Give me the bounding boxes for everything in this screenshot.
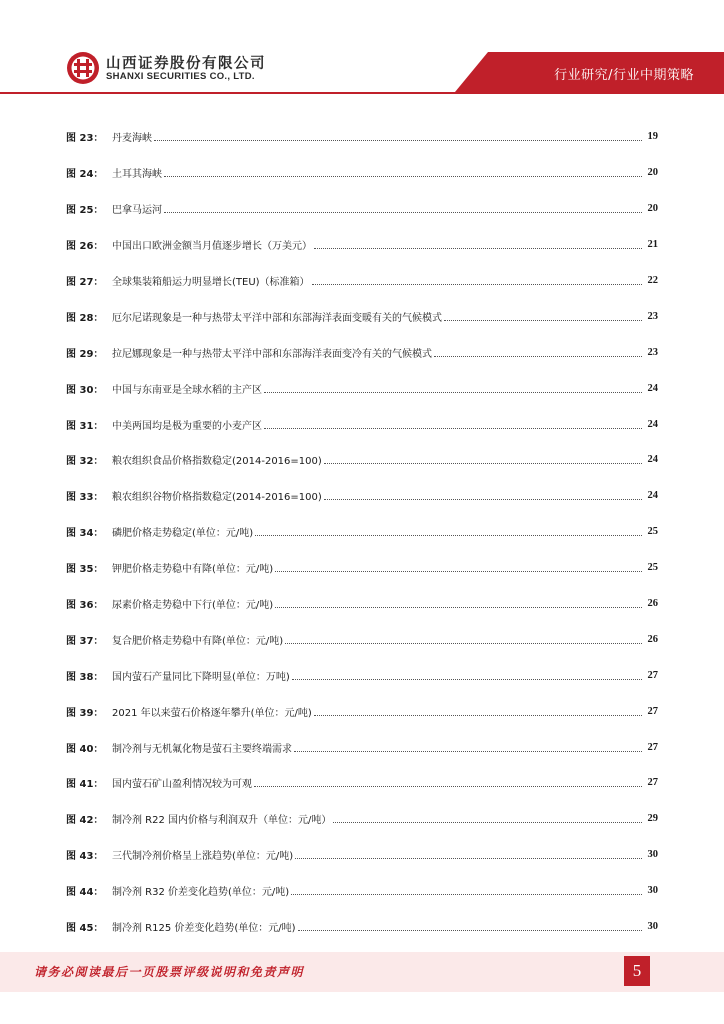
figure-label: 图 35： — [66, 564, 104, 576]
company-logo-icon — [66, 51, 100, 85]
toc-entry[interactable] — [66, 550, 658, 586]
toc-entry[interactable] — [66, 370, 658, 406]
page-footer — [0, 952, 724, 992]
figure-title[interactable]: 巴拿马运河 — [112, 205, 162, 217]
dot-leader — [324, 463, 642, 464]
page-ref[interactable]: 27 — [647, 669, 658, 681]
dot-leader — [324, 499, 642, 500]
dot-leader — [254, 786, 642, 787]
disclaimer-notice: 请务必阅读最后一页股票评级说明和免责声明 — [34, 965, 305, 979]
page-ref[interactable]: 24 — [647, 490, 658, 502]
page-ref[interactable]: 30 — [647, 921, 658, 933]
figure-label: 图 34： — [66, 528, 104, 540]
report-type: 行业研究/行业中期策略 — [554, 68, 694, 83]
figure-title[interactable]: 丹麦海峡 — [112, 133, 152, 145]
toc-entry[interactable] — [66, 478, 658, 514]
toc-entry[interactable] — [66, 873, 658, 909]
dot-leader — [294, 751, 642, 752]
figure-title[interactable]: 国内萤石产量同比下降明显(单位：万吨) — [112, 671, 290, 683]
figure-label: 图 43： — [66, 851, 104, 863]
figure-label: 图 38： — [66, 671, 104, 683]
toc-entry[interactable] — [66, 693, 658, 729]
figure-title[interactable]: 厄尔尼诺现象是一种与热带太平洋中部和东部海洋表面变暖有关的气候模式 — [112, 312, 442, 324]
figure-label: 图 32： — [66, 456, 104, 468]
figure-label: 图 33： — [66, 492, 104, 504]
toc-entry[interactable] — [66, 801, 658, 837]
figure-label: 图 40： — [66, 743, 104, 755]
dot-leader — [154, 140, 642, 141]
page-ref[interactable]: 26 — [647, 633, 658, 645]
figure-label: 图 42： — [66, 815, 104, 827]
toc-entry[interactable] — [66, 191, 658, 227]
figure-title[interactable]: 制冷剂 R22 国内价格与利润双升（单位：元/吨） — [112, 815, 332, 827]
page-number: 5 — [624, 956, 650, 986]
toc-entry[interactable] — [66, 119, 658, 155]
dot-leader — [333, 822, 642, 823]
figure-title[interactable]: 2021 年以来萤石价格逐年攀升(单位：元/吨) — [112, 707, 312, 719]
figure-label: 图 28： — [66, 312, 104, 324]
figure-title[interactable]: 全球集装箱船运力明显增长(TEU)（标准箱） — [112, 277, 310, 288]
toc-entry[interactable] — [66, 334, 658, 370]
figure-label: 图 29： — [66, 348, 104, 360]
figure-label: 图 24： — [66, 169, 104, 181]
dot-leader — [264, 428, 642, 429]
dot-leader — [275, 571, 642, 572]
dot-leader — [295, 858, 642, 859]
company-name-cn: 山西证券股份有限公司 — [106, 56, 266, 72]
dot-leader — [312, 284, 642, 285]
figure-title[interactable]: 钾肥价格走势稳中有降(单位：元/吨) — [112, 564, 274, 576]
page-ref[interactable]: 30 — [647, 849, 658, 861]
dot-leader — [164, 176, 642, 177]
figure-label: 图 27： — [66, 277, 104, 288]
figure-label: 图 44： — [66, 887, 104, 899]
page-header — [0, 0, 724, 96]
toc-entry[interactable] — [66, 765, 658, 801]
figure-title[interactable]: 制冷剂 R125 价差变化趋势(单位：元/吨) — [112, 923, 296, 935]
toc-entry[interactable] — [66, 729, 658, 765]
page-ref[interactable]: 27 — [647, 705, 658, 717]
dot-leader — [264, 392, 642, 393]
figure-title[interactable]: 粮农组织食品价格指数稳定(2014-2016=100) — [112, 456, 322, 468]
toc-entry[interactable] — [66, 263, 658, 299]
figure-label: 图 25： — [66, 205, 104, 217]
page-ref[interactable]: 23 — [647, 310, 658, 322]
toc-entry[interactable] — [66, 586, 658, 622]
dot-leader — [434, 356, 642, 357]
figure-label: 图 23： — [66, 133, 104, 145]
figure-list — [66, 119, 658, 944]
dot-leader — [164, 212, 642, 213]
toc-entry[interactable] — [66, 909, 658, 945]
figure-title[interactable]: 粮农组织谷物价格指数稳定(2014-2016=100) — [112, 492, 322, 504]
page-ref[interactable]: 19 — [647, 131, 658, 143]
company-name-en: SHANXI SECURITIES CO., LTD. — [106, 71, 255, 82]
figure-title[interactable]: 中美两国均是极为重要的小麦产区 — [112, 420, 262, 432]
page-ref[interactable]: 20 — [647, 167, 658, 179]
figure-label: 图 30： — [66, 384, 104, 396]
page-ref[interactable]: 27 — [647, 777, 658, 789]
figure-title[interactable]: 三代制冷剂价格呈上涨趋势(单位：元/吨) — [112, 851, 294, 863]
dot-leader — [314, 248, 642, 249]
figure-label: 图 26： — [66, 241, 104, 253]
toc-entry[interactable] — [66, 298, 658, 334]
figure-title[interactable]: 复合肥价格走势稳中有降(单位：元/吨) — [112, 635, 284, 647]
toc-entry[interactable] — [66, 155, 658, 191]
dot-leader — [255, 535, 642, 536]
page-ref[interactable]: 24 — [647, 454, 658, 466]
figure-title[interactable]: 制冷剂 R32 价差变化趋势(单位：元/吨) — [112, 887, 290, 899]
page-ref[interactable]: 22 — [647, 275, 658, 286]
figure-title[interactable]: 国内萤石矿山盈利情况较为可观 — [112, 779, 252, 791]
figure-title[interactable]: 制冷剂与无机氟化物是萤石主要终端需求 — [112, 743, 292, 755]
dot-leader — [314, 715, 642, 716]
dot-leader — [291, 894, 642, 895]
toc-entry[interactable] — [66, 514, 658, 550]
dot-leader — [275, 607, 642, 608]
page-ref[interactable]: 25 — [647, 562, 658, 574]
figure-title[interactable]: 拉尼娜现象是一种与热带太平洋中部和东部海洋表面变冷有关的气候模式 — [112, 348, 432, 360]
figure-label: 图 41： — [66, 779, 104, 791]
figure-label: 图 31： — [66, 420, 104, 432]
toc-entry[interactable] — [66, 837, 658, 873]
page-ref[interactable]: 23 — [647, 346, 658, 358]
figure-label: 图 45： — [66, 923, 104, 935]
figure-title[interactable]: 磷肥价格走势稳定(单位：元/吨) — [112, 528, 254, 540]
toc-entry[interactable] — [66, 657, 658, 693]
toc-entry[interactable] — [66, 621, 658, 657]
figure-title[interactable]: 中国出口欧洲金额当月值逐步增长（万美元） — [112, 241, 312, 253]
figure-label: 图 36： — [66, 600, 104, 612]
page-ref[interactable]: 30 — [647, 885, 658, 897]
page-ref[interactable]: 29 — [647, 813, 658, 825]
figure-title[interactable]: 土耳其海峡 — [112, 169, 162, 181]
figure-title[interactable]: 中国与东南亚是全球水稻的主产区 — [112, 384, 262, 396]
dot-leader — [292, 679, 642, 680]
dot-leader — [444, 320, 642, 321]
page-ref[interactable]: 24 — [647, 382, 658, 394]
toc-entry[interactable] — [66, 442, 658, 478]
page-ref[interactable]: 21 — [647, 239, 658, 251]
toc-entry[interactable] — [66, 227, 658, 263]
dot-leader — [285, 643, 642, 644]
page-ref[interactable]: 25 — [647, 526, 658, 538]
figure-title[interactable]: 尿素价格走势稳中下行(单位：元/吨) — [112, 600, 274, 612]
toc-entry[interactable] — [66, 406, 658, 442]
page-ref[interactable]: 20 — [647, 203, 658, 215]
page-ref[interactable]: 27 — [647, 741, 658, 753]
page-ref[interactable]: 26 — [647, 598, 658, 610]
dot-leader — [298, 930, 642, 931]
figure-label: 图 37： — [66, 635, 104, 647]
figure-label: 图 39： — [66, 707, 104, 719]
page-ref[interactable]: 24 — [647, 418, 658, 430]
